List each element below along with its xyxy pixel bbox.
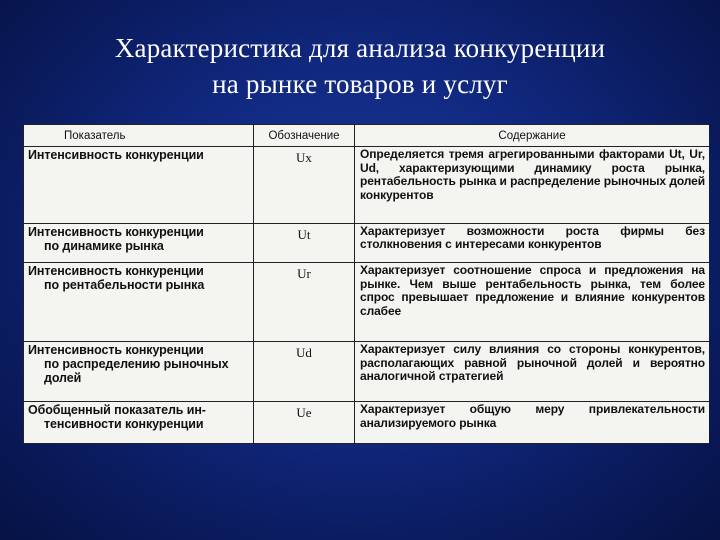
header-symbol: Обозначение — [254, 125, 355, 147]
header-indicator: Показатель — [24, 125, 254, 147]
table-row — [24, 342, 710, 402]
slide-title-line-2: на рынке товаров и услуг — [212, 69, 508, 99]
symbol-cell: Ud — [254, 342, 355, 402]
competition-table — [23, 124, 709, 444]
symbol-cell: Ur — [254, 263, 355, 342]
indicator-line: Интенсивность конкуренции — [28, 224, 204, 239]
table-row — [24, 147, 710, 224]
indicator-line: долей — [44, 371, 82, 386]
indicator-line: по динамике рынка — [44, 238, 164, 253]
table-row — [24, 402, 710, 444]
content-cell: Характеризует соотношение спроса и предложения на рынке. Чем выше рентабельность рынка, тем более спрос превышает предложение и влияние конкурентов слабее — [355, 263, 710, 342]
indicator-cell — [24, 147, 254, 224]
indicator-cell — [24, 342, 254, 402]
symbol-cell: Ux — [254, 147, 355, 224]
table-row — [24, 223, 710, 262]
slide-title-line-1: Характеристика для анализа конкуренции — [114, 33, 606, 63]
indicator-line: Интенсивность конкуренции — [28, 148, 204, 162]
table-header-row — [24, 125, 710, 147]
indicator-line: по распределению рыночных — [44, 357, 229, 372]
indicator-line: Интенсивность конкуренции — [28, 264, 204, 279]
competition-table-image — [23, 124, 709, 444]
header-content: Содержание — [355, 125, 710, 147]
indicator-cell — [24, 263, 254, 342]
symbol-cell: Ut — [254, 223, 355, 262]
content-cell: Характеризует силу влияния со стороны конкурентов, располагающих равной рыночной долей и вероятно аналогичной стратегией — [355, 342, 710, 402]
table-row — [24, 263, 710, 342]
indicator-cell — [24, 402, 254, 444]
indicator-line: Обобщенный показатель ин- — [28, 403, 206, 418]
content-cell: Определяется тремя агрегированными факторами Ut, Ur, Ud, характеризующими динамику роста рынка, рентабельность рынка и распределение рыночных долей конкурентов — [355, 147, 710, 224]
indicator-line: Интенсивность конкуренции — [28, 343, 204, 358]
symbol-cell: Ue — [254, 402, 355, 444]
content-cell: Характеризует общую меру привлекательности анализируемого рынка — [355, 402, 710, 444]
indicator-line: тенсивности конкуренции — [44, 417, 204, 432]
indicator-line: по рентабельности рынка — [44, 278, 205, 293]
indicator-cell — [24, 223, 254, 262]
slide-title — [0, 30, 720, 102]
content-cell: Характеризует возможности роста фирмы без столкновения с интересами конкурентов — [355, 223, 710, 262]
